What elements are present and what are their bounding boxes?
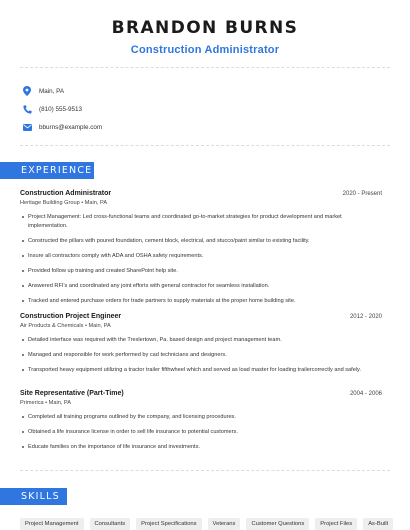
candidate-name: BRANDON BURNS [111,18,299,38]
job-bullet: Constructed the pillars with poured foundation, cement block, electrical, and stucco/paint similar to existing facility. [20,237,382,246]
skill-tag: Veterans [208,518,241,530]
job-bullet: Educate families on the importance of life insurance and investments. [20,443,382,452]
skill-tag: Customer Questions [246,518,309,530]
skills-list [20,518,393,530]
experience-divider [20,470,390,471]
job-bullet: Answered RFI's and coordinated any joint efforts with general contractor for seamless installation. [20,282,382,291]
skill-tag: Project Files [315,518,357,530]
job-entry [20,313,382,381]
contact-divider [20,145,390,146]
experience-heading: EXPERIENCE [0,162,94,179]
job-entry [20,190,382,312]
job-bullets [20,413,382,452]
job-bullet: Transported heavy equipment utilizing a tractor trailer fifthwheel which and served as load master for loading trailercorrectly and safely. [20,366,382,375]
job-dates: 2020 - Present [342,191,382,197]
phone-icon [22,104,32,114]
job-company: Primerica • Main, PA [20,400,71,406]
job-dates: 2012 - 2020 [349,314,382,320]
job-bullets [20,336,382,375]
job-bullet: Detailed interface was required with the Trexlertown, Pa. based design and project management team. [20,336,382,345]
skill-tag: Project Management [20,518,84,530]
phone-text: (810) 555-9513 [39,105,83,113]
candidate-title: Construction Administrator [130,44,280,56]
job-bullet: Completed all training programs outlined by the company, and licensing procedures. [20,413,382,422]
location-text: Main, PA [39,87,65,95]
contact-location [22,82,102,100]
job-title: Construction Administrator [20,190,112,197]
mail-icon [22,122,32,132]
job-bullets [20,213,382,305]
contact-phone [22,100,102,118]
job-bullet: Obtained a life insurance license in order to sell life insurance to potential customers. [20,428,382,437]
contact-info [22,82,102,136]
job-bullet: Tracked and entered purchase orders for trade partners to supply materials at the proper home building site. [20,297,382,306]
job-title: Site Representative (Part-Time) [20,390,124,397]
resume-header [0,18,410,56]
job-bullet: Managed and responsible for work performed by cad technicians and designers. [20,351,382,360]
skills-heading: SKILLS [0,488,67,505]
job-title: Construction Project Engineer [20,313,122,320]
header-divider [20,67,390,68]
job-bullet: Provided follow up training and created SharePoint help site. [20,267,382,276]
skill-tag: As-Built [363,518,393,530]
job-dates: 2004 - 2006 [349,391,382,397]
map-pin-icon [22,86,32,96]
contact-email [22,118,102,136]
skill-tag: Project Specifications [136,518,201,530]
skill-tag: Consultants [90,518,131,530]
job-bullet: Insure all contractors comply with ADA and OSHA safety requirements. [20,252,382,261]
job-bullet: Project Management: Led cross-functional teams and coordinated go-to-market strategies for product development and market implementation. [20,213,382,230]
job-company: Air Products & Chemicals • Main, PA [20,323,111,329]
email-text: bburns@example.com [39,123,103,131]
job-entry [20,390,382,458]
job-company: Heritage Building Group • Main, PA [20,200,108,206]
